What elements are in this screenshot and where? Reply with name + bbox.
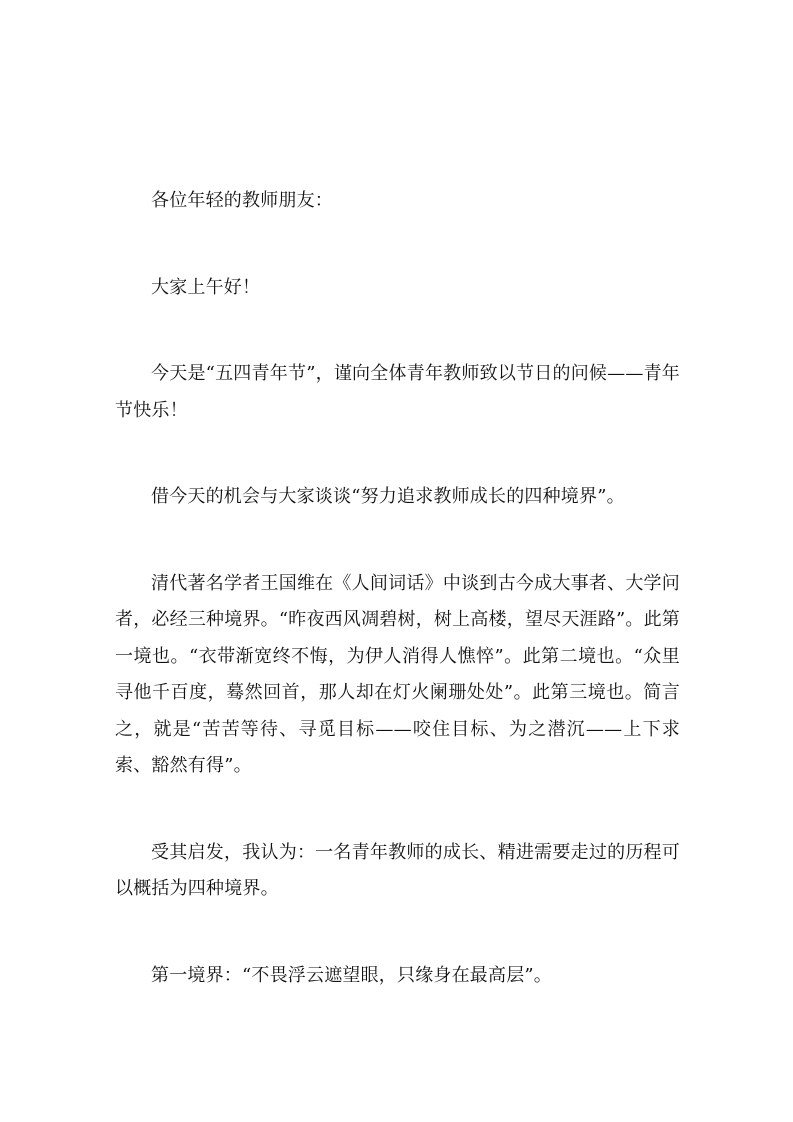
salutation-paragraph: 大家上午好！ [151,276,261,298]
inspiration-paragraph: 受其启发，我认为：一名青年教师的成长、精进需要走过的历程可以概括为四种境界。 [115,841,680,899]
document-body [115,183,680,994]
topic-paragraph: 借今天的机会与大家谈谈“努力追求教师成长的四种境界”。 [151,486,625,507]
paragraph-spacer [115,785,680,835]
youth-day-paragraph: 今天是“五四青年节”，谨向全体青年教师致以节日的问候——青年节快乐！ [115,363,680,421]
paragraph-spacer [115,429,680,479]
paragraph-spacer [115,220,680,270]
first-realm-paragraph: 第一境界：“不畏浮云遮望眼，只缘身在最高层”。 [151,964,553,986]
paragraph-spacer [115,908,680,958]
paragraph-spacer [115,306,680,356]
paragraph-spacer [115,516,680,566]
greeting-paragraph: 各位年轻的教师朋友： [151,190,333,211]
three-realms-paragraph: 清代著名学者王国维在《人间词话》中谈到古今成大事者、大学问者，必经三种境界。“昨夜西风凋碧树，树上高楼，望尽天涯路”。此第一境也。“衣带渐宽终不悔，为伊人消得人憔悴”。此第二境也。“众里寻他千百度，蓦然回首，那人却在灯火阑珊处处”。此第三境也。简言之，就是“苦苦等待、寻觅目标——咬住目标、为之潜沉——上下求索、豁然有得”。 [115,572,680,776]
